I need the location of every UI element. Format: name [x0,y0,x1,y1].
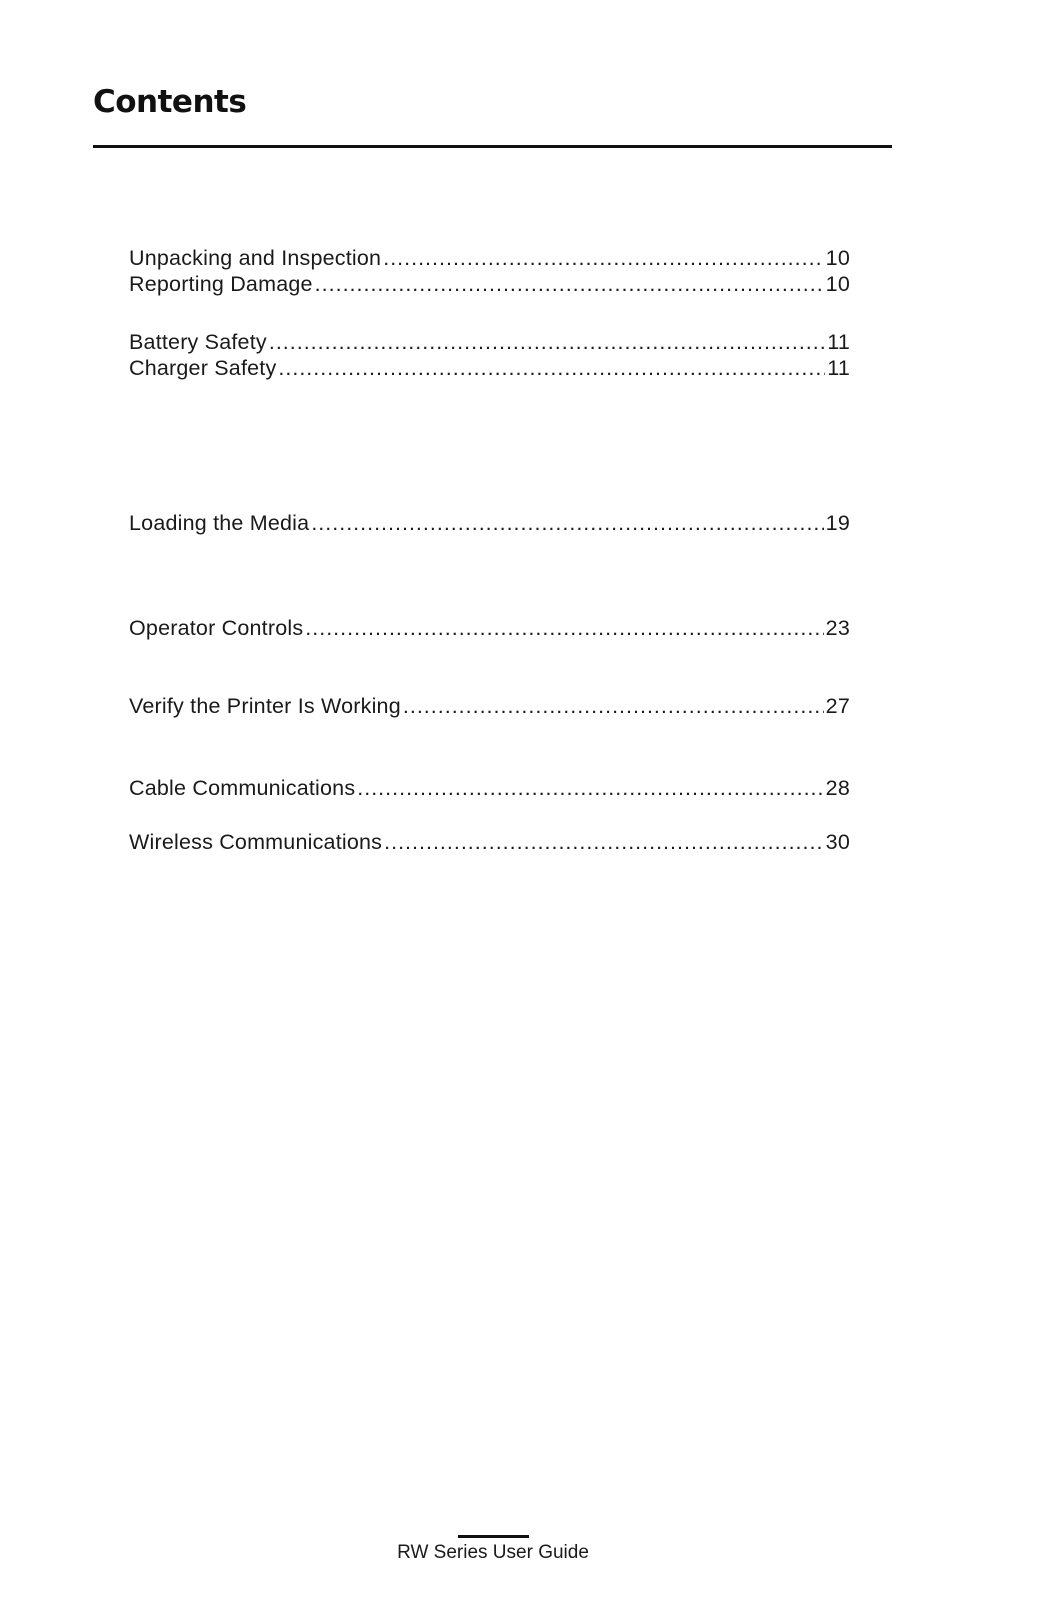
toc-entry-label: Wireless Communications [129,830,383,854]
toc-entry-reporting-damage[interactable] [129,271,850,297]
toc-entry-charger-safety[interactable] [129,355,850,381]
footer-guide-title: RW Series User Guide [397,1542,589,1563]
dot-leader [311,510,823,536]
toc-entry-label: Loading the Media [129,511,310,535]
toc-entry-label: Cable Communications [129,776,356,800]
dot-leader [383,245,823,271]
toc-page-number: 11 [827,330,850,354]
dot-leader [357,775,823,801]
toc-page-number: 27 [825,694,850,718]
toc-entry-battery-safety[interactable] [129,329,850,355]
toc-entry-operator-controls[interactable] [129,615,850,641]
toc-entry-label: Battery Safety [129,330,267,354]
toc-page-number: 10 [825,246,850,270]
toc-entry-label: Operator Controls [129,616,304,640]
dot-leader [278,355,825,381]
toc-entry-unpacking[interactable] [129,245,850,271]
toc-page-number: 19 [825,511,850,535]
toc-page-number: 23 [825,616,850,640]
toc-page-number: 11 [827,356,850,380]
toc-entry-loading-media[interactable] [129,510,850,536]
toc-entry-label: Charger Safety [129,356,277,380]
footer-rule [458,1535,529,1538]
toc-entry-label: Verify the Printer Is Working [129,694,401,718]
title-rule [93,145,892,148]
toc-entry-label: Unpacking and Inspection [129,246,382,270]
toc-page-number: 28 [825,776,850,800]
toc-entry-label: Reporting Damage [129,272,313,296]
toc-page-number: 10 [825,272,850,296]
dot-leader [269,329,825,355]
toc-entry-verify-printer[interactable] [129,693,850,719]
toc-entry-cable-communications[interactable] [129,775,850,801]
page-title: Contents [93,84,247,120]
toc-page-number: 30 [825,830,850,854]
dot-leader [315,271,824,297]
dot-leader [403,693,824,719]
dot-leader [305,615,823,641]
toc-entry-wireless-communications[interactable] [129,829,850,855]
dot-leader [384,829,824,855]
